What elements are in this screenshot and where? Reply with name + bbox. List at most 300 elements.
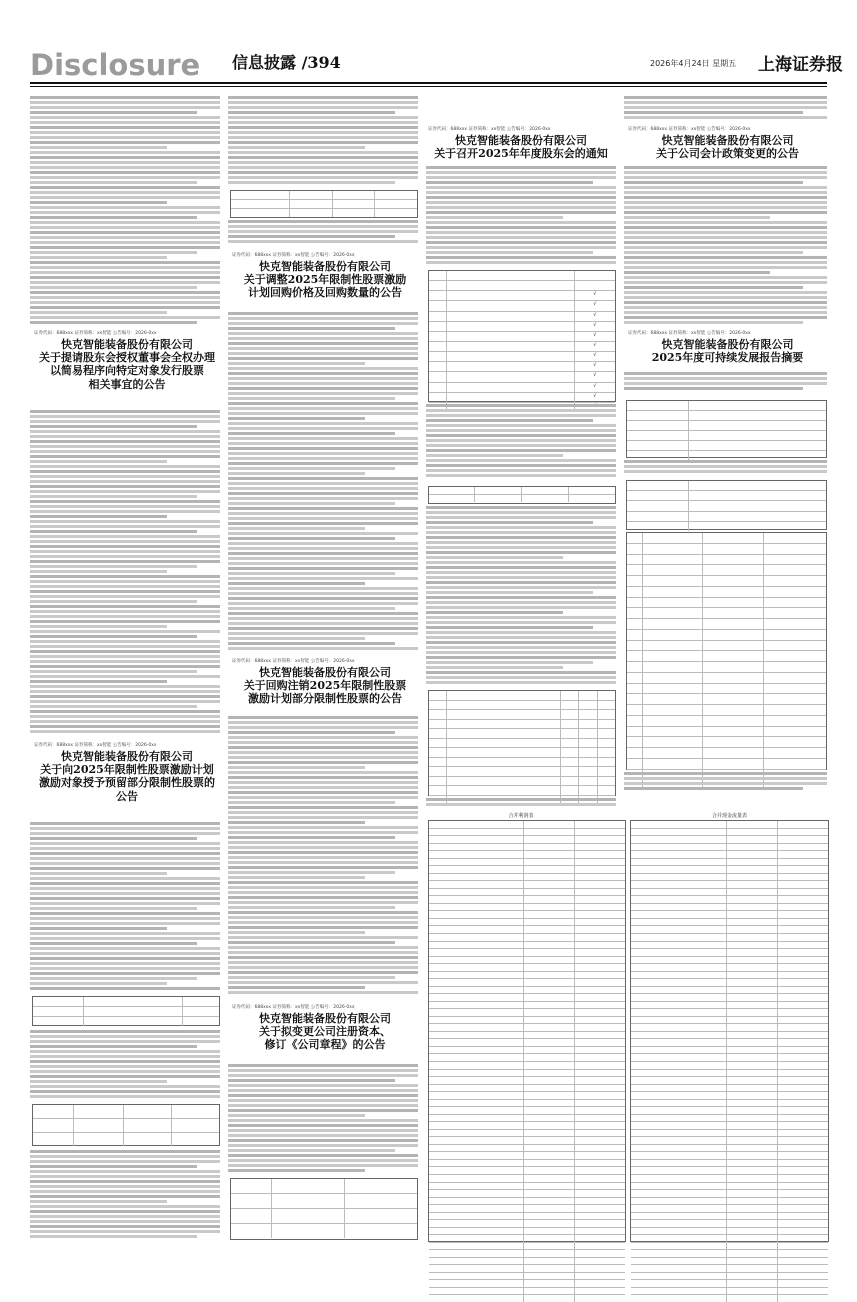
text-line	[30, 972, 220, 975]
text-line	[228, 871, 395, 874]
table-cell	[524, 1137, 575, 1144]
table-cell	[524, 949, 575, 956]
text-line	[624, 787, 803, 790]
text-line	[228, 161, 418, 164]
text-line	[426, 216, 563, 219]
text-line	[228, 592, 418, 595]
text-line	[30, 321, 197, 324]
text-line	[426, 474, 616, 477]
table-cell	[524, 1280, 575, 1287]
text-line	[624, 377, 827, 380]
table-cell	[627, 651, 643, 661]
text-line	[228, 911, 418, 914]
text-line	[228, 472, 365, 475]
table-cell	[575, 1152, 625, 1159]
table-cell	[524, 1070, 575, 1077]
table-cell	[575, 896, 625, 903]
text-line	[624, 321, 803, 324]
table-cell	[727, 1145, 778, 1152]
table-cell	[631, 1145, 727, 1152]
table-cell	[447, 271, 574, 280]
table-row	[429, 934, 625, 942]
text-line	[228, 627, 418, 630]
table-cell	[778, 1273, 828, 1280]
table-cell	[631, 1183, 727, 1190]
text-line	[30, 151, 220, 154]
text-line	[30, 982, 167, 985]
text-line	[426, 206, 616, 209]
table-cell	[631, 1152, 727, 1159]
table-cell	[429, 1039, 524, 1046]
text-line	[228, 422, 418, 425]
table-row	[429, 957, 625, 965]
table-cell	[778, 949, 828, 956]
table-cell	[429, 1205, 524, 1212]
text-line	[624, 251, 803, 254]
text-line	[30, 131, 220, 134]
table-cell	[778, 1258, 828, 1265]
text-line	[624, 286, 803, 289]
text-line	[426, 636, 616, 639]
table-row	[631, 1070, 828, 1078]
table-cell	[429, 1280, 524, 1287]
table-cell	[643, 641, 703, 651]
text-line	[228, 327, 395, 330]
table-cell	[689, 481, 827, 490]
table-cell	[561, 701, 580, 710]
text-line	[426, 511, 616, 514]
text-line	[228, 1104, 418, 1107]
table-cell	[778, 1190, 828, 1197]
cashflow-statement-table	[630, 820, 829, 1242]
table-row	[429, 312, 615, 322]
text-line	[426, 434, 616, 437]
announcement-title: 快克智能装备股份有限公司 关于拟变更公司注册资本、 修订《公司章程》的公告	[259, 1012, 391, 1052]
table-cell	[631, 911, 727, 918]
table-cell	[575, 1054, 625, 1061]
table-row	[429, 1167, 625, 1175]
table-cell	[778, 1077, 828, 1084]
table-cell	[575, 1077, 625, 1084]
table-row	[627, 684, 826, 695]
table-cell	[778, 1167, 828, 1174]
table-row	[631, 1258, 828, 1266]
table-cell	[524, 1107, 575, 1114]
table-cell	[627, 512, 689, 521]
text-line	[30, 550, 220, 553]
text-line	[426, 641, 616, 644]
column-4-text	[624, 96, 827, 122]
table-cell	[727, 1243, 778, 1250]
text-line	[228, 622, 418, 625]
table-cell	[575, 1070, 625, 1077]
table-cell	[778, 1009, 828, 1016]
text-line	[228, 562, 418, 565]
table-cell	[575, 1107, 625, 1114]
text-line	[426, 656, 616, 659]
text-line	[228, 647, 418, 650]
text-line	[30, 565, 197, 568]
table-cell	[778, 1145, 828, 1152]
table-row	[631, 987, 828, 995]
text-line	[228, 552, 418, 555]
table-cell	[631, 836, 727, 843]
table-cell	[703, 716, 765, 726]
text-line	[30, 842, 220, 845]
table-row	[429, 859, 625, 867]
table-cell	[429, 372, 447, 381]
announcement-code: 证券代码：688xxx 证券简称：xx智能 公告编号：2026-0xx	[232, 659, 355, 664]
table-cell	[631, 1047, 727, 1054]
text-line	[228, 111, 395, 114]
text-line	[30, 1160, 220, 1163]
text-line	[426, 596, 616, 599]
table-cell	[575, 1280, 625, 1287]
table-cell	[524, 1213, 575, 1220]
table-row	[631, 1213, 828, 1221]
text-line	[30, 465, 220, 468]
table-cell	[727, 1054, 778, 1061]
text-line	[30, 146, 167, 149]
table-cell	[524, 874, 575, 881]
announcement-a2	[34, 742, 220, 803]
text-line	[228, 736, 418, 739]
table-cell: √	[593, 372, 597, 379]
table-cell	[575, 859, 625, 866]
table-cell	[524, 926, 575, 933]
text-line	[30, 530, 197, 533]
table-row	[627, 673, 826, 684]
text-line	[426, 803, 616, 806]
table-cell	[447, 291, 574, 300]
table-cell	[429, 729, 447, 738]
announcement-title: 快克智能装备股份有限公司 关于提请股东会授权董事会全权办理 以简易程序向特定对象发行股票 相关事宜的公告	[39, 338, 215, 391]
table-cell	[575, 829, 625, 836]
table-cell	[764, 684, 826, 694]
text-line	[30, 922, 220, 925]
table-row	[631, 926, 828, 934]
table-cell	[429, 1032, 524, 1039]
table-cell	[429, 710, 447, 719]
text-line	[228, 1134, 418, 1137]
table-cell	[643, 694, 703, 704]
table-cell	[429, 748, 447, 757]
text-line	[30, 1055, 220, 1058]
column-1-text-c	[30, 822, 220, 992]
table-cell	[778, 1213, 828, 1220]
table-row	[631, 1092, 828, 1100]
text-line	[30, 630, 220, 633]
text-line	[426, 586, 616, 589]
table-row	[631, 964, 828, 972]
table-cell	[429, 1054, 524, 1061]
text-line	[426, 591, 593, 594]
table-cell	[561, 758, 580, 767]
table-cell	[627, 748, 643, 758]
table-cell	[575, 904, 625, 911]
text-line	[228, 861, 418, 864]
table-row	[429, 1039, 625, 1047]
table-row	[429, 720, 615, 730]
text-line	[30, 166, 220, 169]
table-cell	[778, 1152, 828, 1159]
column-3-text	[426, 166, 616, 266]
text-line	[426, 521, 593, 524]
table-row	[627, 598, 826, 609]
text-line	[30, 852, 220, 855]
table-row	[631, 1145, 828, 1153]
text-line	[228, 462, 418, 465]
text-line	[30, 1195, 220, 1198]
text-line	[30, 670, 197, 673]
table-cell	[575, 919, 625, 926]
announcement-a4	[232, 658, 418, 706]
table-cell	[643, 716, 703, 726]
text-line	[228, 831, 418, 834]
table-cell	[429, 979, 524, 986]
table-row	[631, 972, 828, 980]
text-line	[426, 531, 616, 534]
table-cell	[598, 710, 615, 719]
table-cell	[524, 1167, 575, 1174]
table-cell	[561, 729, 580, 738]
table-row	[429, 691, 615, 701]
table-row	[631, 1295, 828, 1302]
table-row	[627, 608, 826, 619]
text-line	[228, 387, 418, 390]
text-line	[30, 500, 220, 503]
text-line	[30, 720, 220, 723]
company-info-table	[626, 400, 827, 458]
table-cell	[447, 767, 561, 776]
table-cell	[727, 1107, 778, 1114]
table-cell	[575, 1213, 625, 1220]
table-cell	[778, 911, 828, 918]
table-row	[627, 716, 826, 727]
table-cell	[727, 911, 778, 918]
text-line	[30, 1065, 220, 1068]
table-cell	[429, 362, 447, 371]
table-row	[631, 1265, 828, 1273]
table-cell	[579, 758, 598, 767]
text-line	[228, 412, 418, 415]
table-cell	[727, 964, 778, 971]
stakeholder-table	[626, 480, 827, 530]
table-cell	[764, 619, 826, 629]
text-line	[624, 196, 827, 199]
table-cell	[764, 662, 826, 672]
text-line	[228, 1069, 418, 1072]
table-cell	[631, 1077, 727, 1084]
table-cell	[689, 441, 827, 450]
text-line	[228, 357, 418, 360]
text-line	[30, 161, 220, 164]
text-line	[228, 746, 418, 749]
table-cell	[727, 1070, 778, 1077]
table-cell	[524, 1190, 575, 1197]
text-line	[426, 251, 593, 254]
table-cell	[429, 1175, 524, 1182]
text-line	[228, 721, 418, 724]
table-cell	[524, 896, 575, 903]
text-line	[228, 447, 418, 450]
text-line	[228, 851, 418, 854]
text-line	[228, 126, 418, 129]
table-cell	[727, 851, 778, 858]
text-line	[30, 480, 220, 483]
table-cell	[778, 851, 828, 858]
table-cell	[764, 576, 826, 586]
text-line	[228, 846, 418, 849]
table-cell	[703, 641, 765, 651]
table-cell	[631, 821, 727, 828]
text-line	[624, 201, 827, 204]
text-line	[426, 516, 616, 519]
table-cell	[631, 1190, 727, 1197]
table-cell	[631, 1167, 727, 1174]
table-cell	[643, 651, 703, 661]
table-row	[429, 1024, 625, 1032]
text-line	[30, 685, 220, 688]
table-cell	[579, 720, 598, 729]
table-row	[429, 739, 615, 749]
table-cell	[778, 829, 828, 836]
announcement-code: 证券代码：688xxx 证券简称：xx智能 公告编号：2026-0xx	[232, 253, 355, 258]
table-row	[429, 383, 615, 393]
table-cell	[524, 1092, 575, 1099]
table-row	[429, 1288, 625, 1296]
text-line	[426, 236, 616, 239]
text-line	[624, 276, 827, 279]
text-line	[228, 567, 418, 570]
table-cell	[524, 836, 575, 843]
table-cell	[703, 727, 765, 737]
text-line	[228, 527, 365, 530]
table-row	[631, 1167, 828, 1175]
text-line	[228, 956, 418, 959]
text-line	[30, 1220, 220, 1223]
table-cell	[429, 1213, 524, 1220]
table-cell	[727, 1077, 778, 1084]
announcement-a7	[628, 126, 827, 160]
text-line	[426, 611, 563, 614]
table-cell	[778, 1235, 828, 1242]
table-cell	[631, 1280, 727, 1287]
table-cell	[429, 934, 524, 941]
table-cell	[627, 576, 643, 586]
table-cell	[631, 1054, 727, 1061]
text-line	[426, 506, 616, 509]
table-cell	[778, 1032, 828, 1039]
table-cell	[778, 1092, 828, 1099]
text-line	[30, 171, 220, 174]
text-line	[426, 581, 616, 584]
table-cell	[579, 729, 598, 738]
table-row	[627, 630, 826, 641]
table-cell	[627, 662, 643, 672]
text-line	[228, 1089, 418, 1092]
table-cell	[727, 1190, 778, 1197]
table-cell	[764, 759, 826, 769]
table-row	[429, 979, 625, 987]
table-cell: √	[593, 331, 597, 338]
column-2-text-d	[228, 716, 418, 996]
table-row	[631, 1198, 828, 1206]
text-line	[228, 492, 418, 495]
table-row	[631, 1032, 828, 1040]
text-line	[30, 316, 220, 319]
text-line	[426, 666, 563, 669]
text-line	[228, 146, 365, 149]
table-cell	[575, 874, 625, 881]
table-row	[429, 1009, 625, 1017]
table-cell	[447, 393, 574, 402]
announcement-a8	[628, 330, 827, 364]
text-line	[624, 231, 827, 234]
table-cell	[764, 630, 826, 640]
table-cell	[727, 994, 778, 1001]
table-cell	[778, 934, 828, 941]
text-line	[228, 1109, 418, 1112]
column-2-text-b	[228, 220, 418, 248]
text-line	[30, 126, 220, 129]
text-line	[228, 1159, 418, 1162]
table-cell	[643, 533, 703, 543]
masthead-rule-thin	[30, 86, 827, 87]
text-line	[624, 191, 827, 194]
table-row	[627, 411, 826, 421]
table-cell	[429, 1258, 524, 1265]
text-line	[30, 231, 220, 234]
column-4-text-e	[624, 772, 827, 792]
table-row	[627, 421, 826, 431]
table-cell	[778, 1062, 828, 1069]
column-2-text-c	[228, 312, 418, 652]
text-line	[624, 777, 827, 780]
text-line	[30, 730, 220, 733]
table-row	[429, 866, 625, 874]
text-line	[30, 410, 220, 413]
table-row	[429, 904, 625, 912]
table-cell	[429, 691, 447, 700]
text-line	[426, 196, 616, 199]
text-line	[30, 1150, 220, 1153]
text-line	[228, 317, 418, 320]
text-line	[30, 286, 197, 289]
text-line	[30, 575, 220, 578]
text-line	[228, 612, 418, 615]
table-cell	[703, 748, 765, 758]
table-row	[429, 701, 615, 711]
text-line	[228, 225, 418, 228]
text-line	[228, 1119, 418, 1122]
table-cell	[627, 587, 643, 597]
table-cell	[447, 739, 561, 748]
text-line	[426, 449, 616, 452]
text-line	[228, 726, 418, 729]
text-line	[228, 432, 395, 435]
text-line	[30, 490, 220, 493]
table-cell	[575, 844, 625, 851]
table-row	[429, 322, 615, 332]
text-line	[228, 766, 365, 769]
text-line	[624, 301, 827, 304]
table-cell	[727, 919, 778, 926]
table-cell	[727, 1017, 778, 1024]
table-cell	[429, 1107, 524, 1114]
text-line	[30, 590, 220, 593]
text-line	[30, 176, 220, 179]
